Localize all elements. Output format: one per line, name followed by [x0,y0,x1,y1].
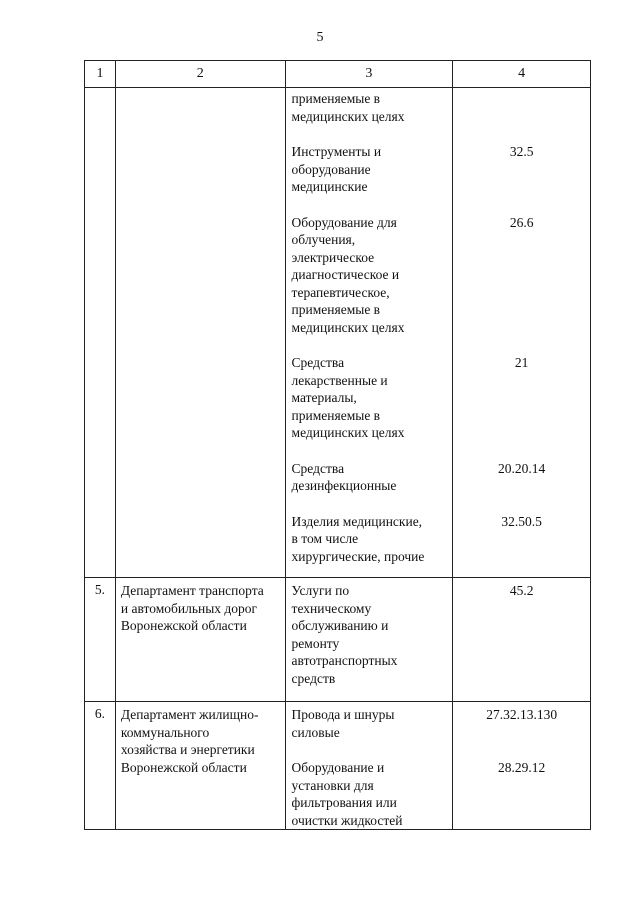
header-col-4: 4 [453,61,591,88]
department-line: Департамент жилищно- [120,707,259,722]
item-line: установки для [291,777,374,793]
department-cell [115,702,285,830]
department-cell [115,88,285,578]
item-line: Изделия медицинские, [291,513,423,529]
item-line: очистки жидкостей [291,812,403,828]
item-line: фильтрования или [291,795,397,810]
item-line: хирургические, прочие [291,548,425,564]
header-col-3: 3 [285,61,453,88]
procurement-table [84,60,591,830]
item-line: Провода и шнуры [291,707,395,722]
item-code: 45.2 [509,583,534,598]
item-line: электрическое [291,249,375,265]
department-line: Департамент транспорта [120,583,264,598]
row-number [85,88,116,578]
item-line: медицинских целях [291,319,405,335]
item-name [286,90,453,143]
item-line: терапевтическое, [291,284,390,300]
item-line: применяемые в [291,302,381,317]
item-line: материалы, [291,390,357,405]
item-name [286,354,453,460]
item-code: 28.29.12 [498,760,546,775]
item-line: силовые [291,724,340,740]
item-line: оборудование [291,161,371,177]
item-line: Оборудование и [291,760,385,775]
code-cell [453,578,591,702]
item-line: ремонту [291,635,340,651]
item-name [286,582,453,687]
item-name [286,706,453,759]
item-line: лекарственные и [291,372,388,388]
item-line: облучения, [291,232,356,247]
item-cell [285,578,453,702]
item-line: Оборудование для [291,214,397,230]
table-row [85,702,591,830]
header-col-2: 2 [115,61,285,88]
item-code [453,90,590,143]
item-line: автотранспортных [291,653,398,668]
item-line: медицинских целях [291,425,405,440]
header-col-1: 1 [85,61,116,88]
table-row [85,88,591,578]
item-code: 32.5 [509,144,534,159]
item-line: медицинские [291,179,368,194]
table-row [85,578,591,702]
item-code: 21 [514,355,529,370]
item-line: Инструменты и [291,144,382,159]
department-line: коммунального [120,724,210,740]
department-line: и автомобильных дорог [120,600,258,616]
item-line: в том числе [291,531,359,546]
item-code: 26.6 [509,214,534,230]
item-line: дезинфекционные [291,478,397,493]
header-row [85,61,591,88]
item-line: Средства [291,460,345,476]
item-cell [285,88,453,578]
item-line: Услуги по [291,583,350,598]
item-line: средств [291,670,336,686]
department-line: Воронежской области [120,618,247,633]
department-cell [115,578,285,702]
item-name [286,513,453,566]
item-line: обслуживанию и [291,618,389,633]
code-cell [453,88,591,578]
item-line: медицинских целях [291,108,405,124]
item-code: 27.32.13.130 [486,707,558,722]
item-line: диагностическое и [291,267,400,282]
row-number: 5. [85,578,116,702]
department-line: Воронежской области [120,759,247,775]
row-number: 6. [85,702,116,830]
page-number: 5 [316,30,324,45]
department-line: хозяйства и энергетики [120,742,255,757]
item-line: техническому [291,600,372,616]
item-line: Средства [291,355,345,370]
item-line: применяемые в [291,91,381,106]
item-name [286,214,453,355]
item-code: 20.20.14 [498,460,546,476]
item-name [286,143,453,214]
item-line: применяемые в [291,407,381,423]
item-name [286,460,453,513]
item-code: 32.50.5 [501,513,542,529]
item-cell [285,702,453,830]
code-cell [453,702,591,830]
item-name [286,759,453,829]
